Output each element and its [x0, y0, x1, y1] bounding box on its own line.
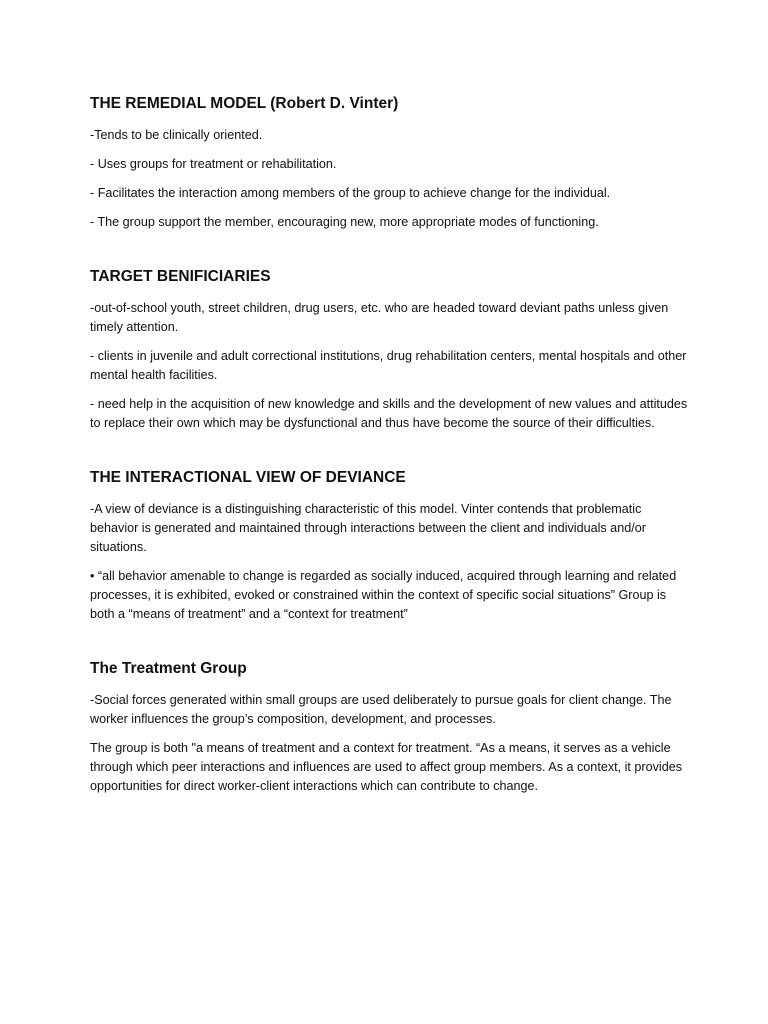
section-treatment-group [90, 658, 690, 796]
paragraph: -Social forces generated within small groups are used deliberately to pursue goals for client change. The worker influences the group’s composition, development, and processes. [90, 693, 672, 726]
section-interactional-view [90, 467, 690, 624]
section-heading: TARGET BENIFICIARIES [90, 268, 271, 285]
paragraph: - need help in the acquisition of new knowledge and skills and the development of new values and attitudes to replace their own which may be dysfunctional and thus have become the source of their difficulties. [90, 397, 688, 430]
section-heading: The Treatment Group [90, 660, 247, 677]
paragraph: - clients in juvenile and adult correctional institutions, drug rehabilitation centers, mental hospitals and other mental health facilities. [90, 349, 687, 382]
paragraph: - Uses groups for treatment or rehabilitation. [90, 157, 337, 171]
paragraph: • “all behavior amenable to change is regarded as socially induced, acquired through learning and related processes, it is exhibited, evoked or constrained within the context of specific social situations” Group is both a “means of treatment” and a “context for treatment” [90, 569, 677, 621]
paragraph: -A view of deviance is a distinguishing characteristic of this model. Vinter contends that problematic behavior is generated and maintained through interactions between the client and individuals and/or situations. [90, 502, 646, 554]
paragraph: - Facilitates the interaction among members of the group to achieve change for the individual. [90, 186, 611, 200]
section-heading: THE INTERACTIONAL VIEW OF DEVIANCE [90, 469, 406, 486]
section-remedial-model [90, 93, 690, 232]
section-heading: THE REMEDIAL MODEL (Robert D. Vinter) [90, 95, 399, 112]
section-target-beneficiaries [90, 266, 690, 433]
paragraph: - The group support the member, encouraging new, more appropriate modes of functioning. [90, 215, 599, 229]
paragraph: The group is both "a means of treatment and a context for treatment. “As a means, it serves as a vehicle through which peer interactions and influences are used to affect group members. As a context, it provides opportunities for direct worker-client interactions which can contribute to change. [90, 741, 683, 793]
paragraph: -Tends to be clinically oriented. [90, 128, 263, 142]
paragraph: -out-of-school youth, street children, drug users, etc. who are headed toward deviant paths unless given timely attention. [90, 301, 669, 334]
document-page [90, 93, 690, 806]
